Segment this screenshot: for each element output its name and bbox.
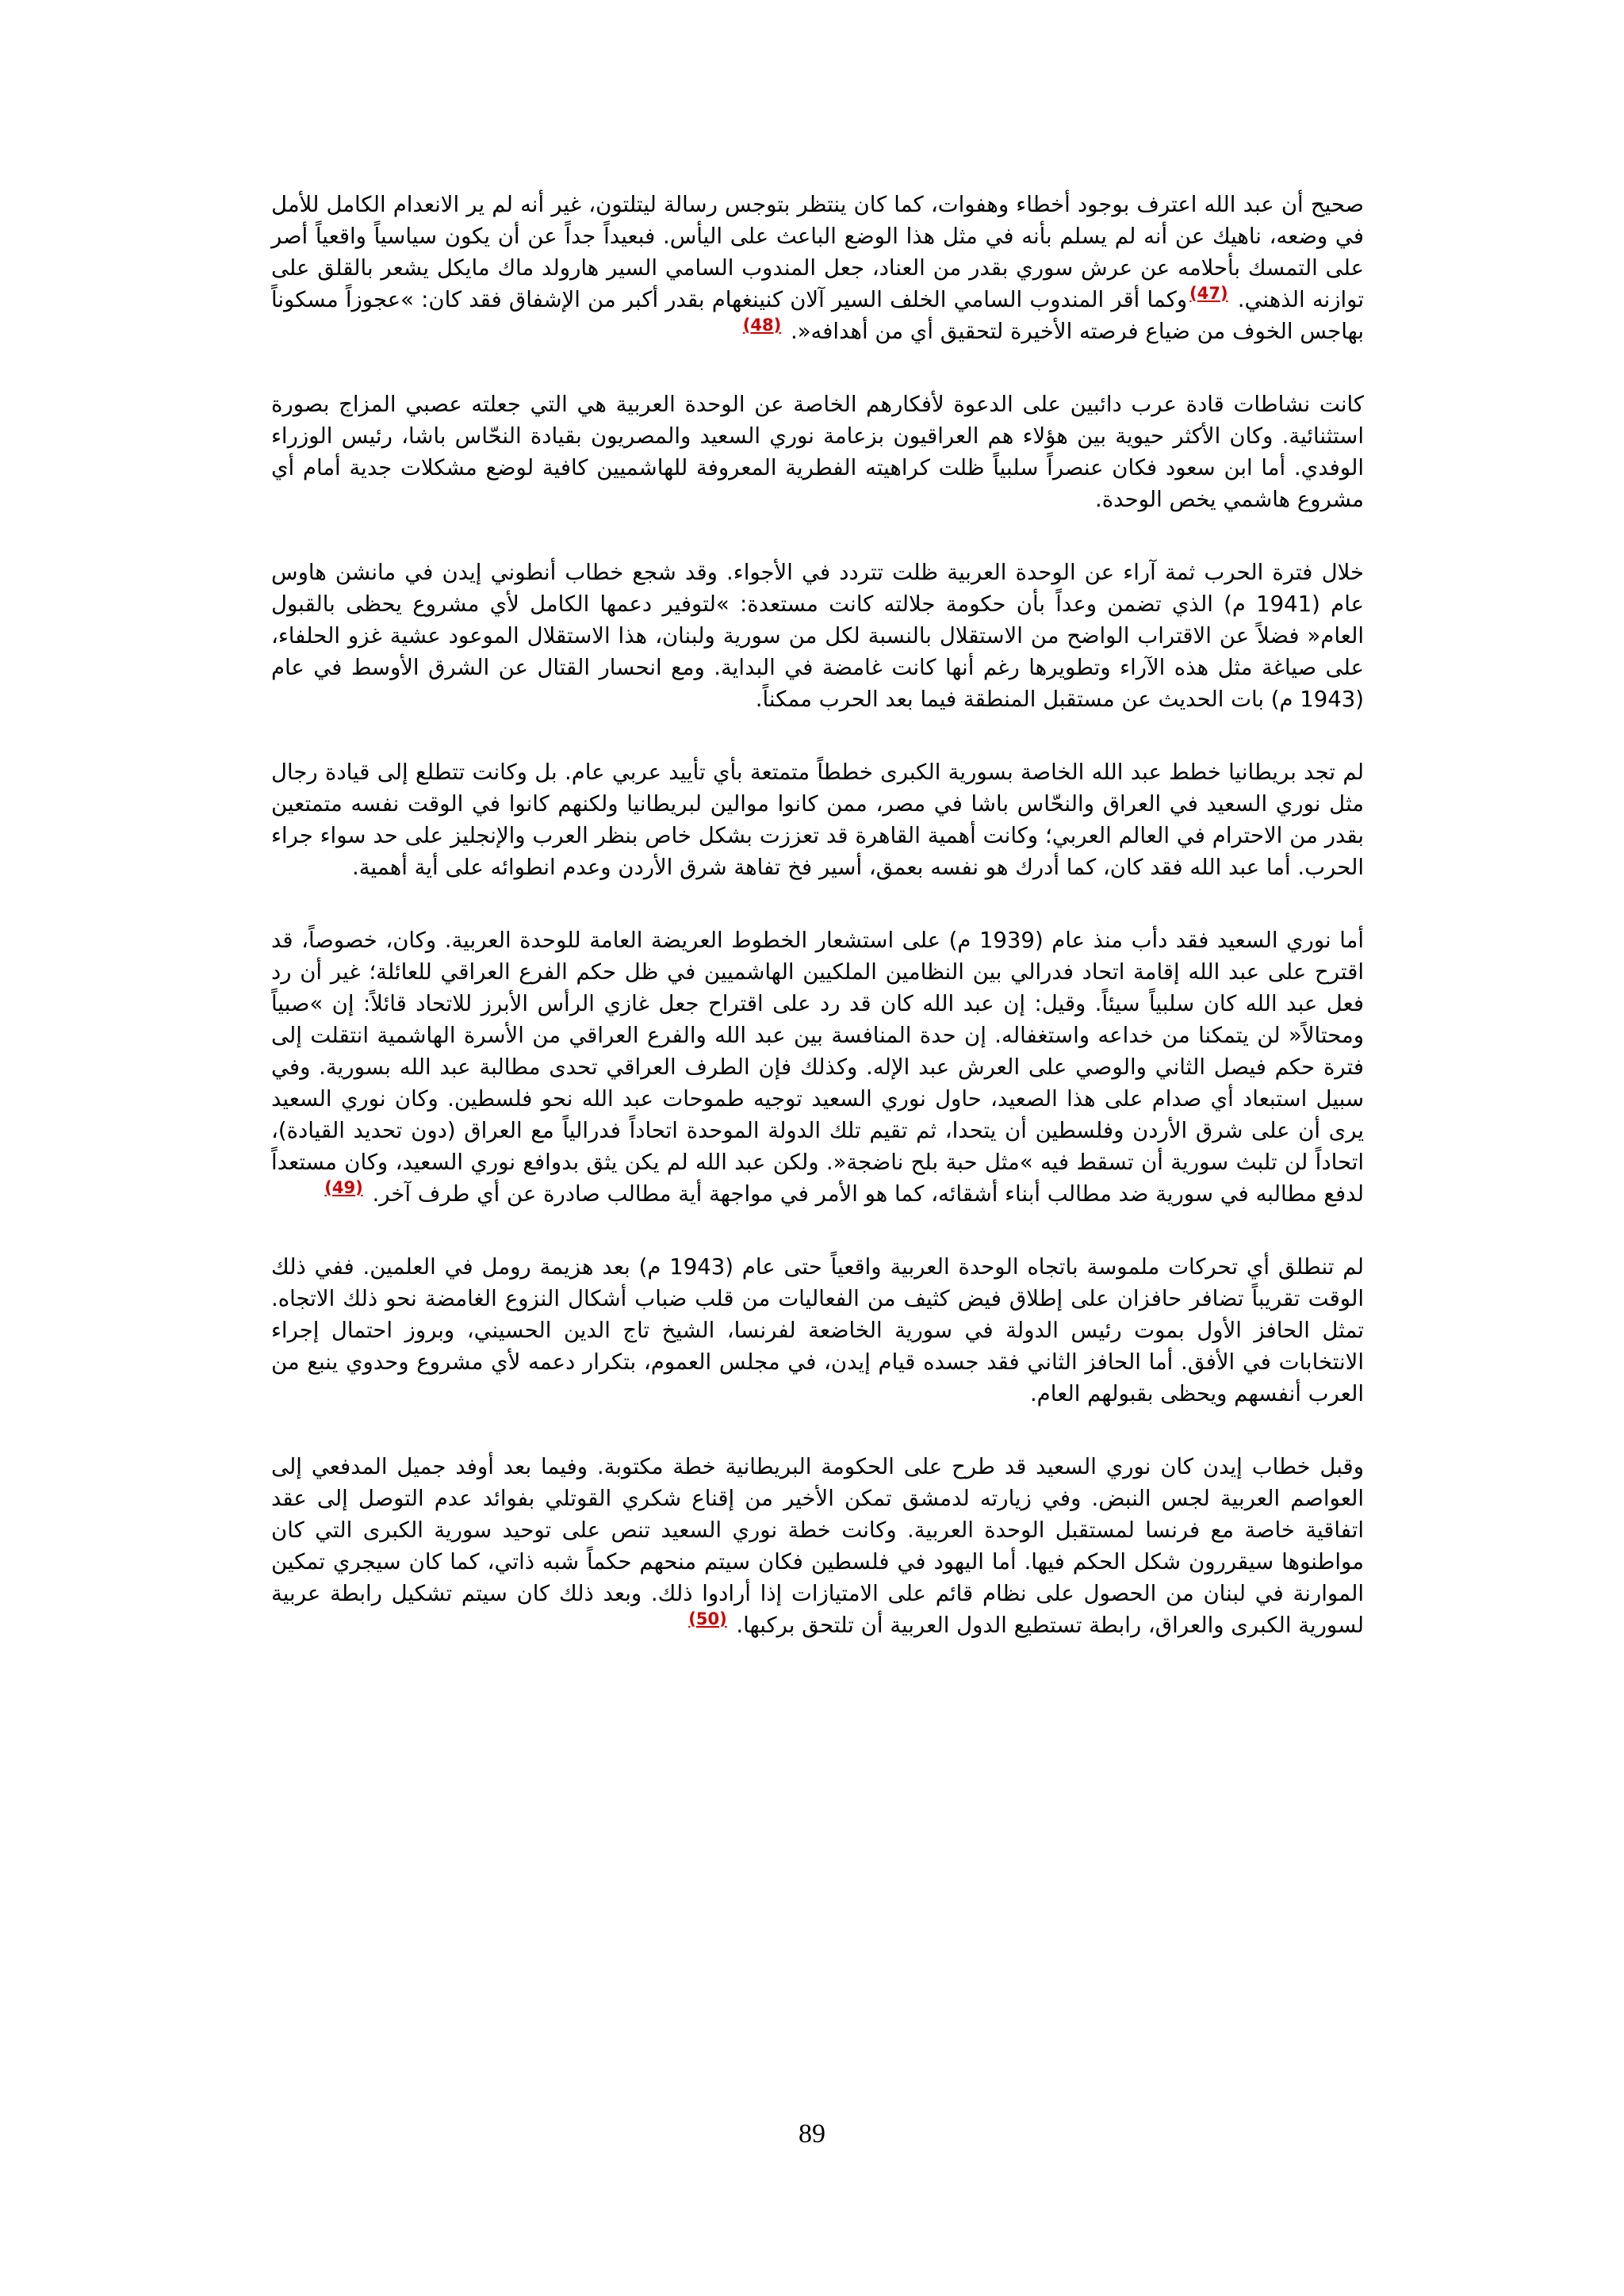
paragraph: [271, 189, 1364, 347]
paragraph-text: كانت نشاطات قادة عرب دائبين على الدعوة لأفكارهم الخاصة عن الوحدة العربية هي التي جعلته عصبي المزاج بصورة استثنائية. وكان الأكثر حيوية بين هؤلاء هم العراقيون بزعامة نوري السعيد والمصريون بقيادة النحّاس باشا، رئيس الوزراء الوفدي. أما ابن سعود فكان عنصراً سلبياً ظلت كراهيته الفطرية المعروفة للهاشميين كافية لوضع مشكلات جدية أمام أي مشروع هاشمي يخص الوحدة.: [271, 392, 1364, 512]
paragraph: [271, 388, 1364, 515]
paragraph: [271, 756, 1364, 883]
paragraph: [271, 1251, 1364, 1410]
paragraph-text: لم تجد بريطانيا خطط عبد الله الخاصة بسورية الكبرى خططاً متمتعة بأي تأييد عربي عام. بل وكانت تتطلع إلى قيادة رجال مثل نوري السعيد في العراق والنحّاس باشا في مصر، ممن كانوا موالين لبريطانيا ولكنهم كانوا في الوقت نفسه متمتعين بقدر من الاحترام في العالم العربي؛ وكانت أهمية القاهرة قد تعززت بشكل خاص بنظر العرب والإنجليز على حد سواء جراء الحرب. أما عبد الله فقد كان، كما أدرك هو نفسه بعمق، أسير فخ تفاهة شرق الأردن وعدم انطوائه على أية أهمية.: [271, 760, 1364, 880]
paragraph-text: صحيح أن عبد الله اعترف بوجود أخطاء وهفوات، كما كان ينتظر بتوجس رسالة ليتلتون، غير أنه لم ير الانعدام الكامل للأمل في وضعه، ناهيك عن أنه لم يسلم بأنه في مثل هذا الوضع الباعث على اليأس. فبعيداً جداً عن أن يكون سياسياً واقعياً أصر على التمسك بأحلامه عن عرش سوري بقدر من العناد، جعل المندوب السامي السير هارولد ماك مايكل يشعر بالقلق على توازنه الذهني.: [271, 192, 1365, 312]
paragraph-text: خلال فترة الحرب ثمة آراء عن الوحدة العربية ظلت تتردد في الأجواء. وقد شجع خطاب أنطوني إيدن في مانشن هاوس عام (1941 م) الذي تضمن وعداً بأن حكومة جلالته كانت مستعدة: »لتوفير دعمها الكامل لأي مشروع يحظى بالقبول العام« فضلاً عن الاقتراب الواضح من الاستقلال بالنسبة لكل من سورية ولبنان، هذا الاستقلال الموعود عشية غزو الحلفاء، على صياغة مثل هذه الآراء وتطويرها رغم أنها كانت غامضة في البداية. ومع انحسار القتال عن الشرق الأوسط في عام (1943 م) بات الحديث عن مستقبل المنطقة فيما بعد الحرب ممكناً.: [271, 560, 1364, 712]
footnote-link[interactable]: (50): [688, 1609, 727, 1628]
paragraph-text: أما نوري السعيد فقد دأب منذ عام (1939 م) على استشعار الخطوط العريضة العامة للوحدة العربية. وكان، خصوصاً، قد اقترح على عبد الله إقامة اتحاد فدرالي بين النظامين الملكيين الهاشميين في ظل حكم الفرع العراقي للعائلة؛ غير أن رد فعل عبد الله كان سلبياً سيئاً. وقيل: إن عبد الله كان قد رد على اقتراح جعل غازي الرأس الأبرز للاتحاد قائلاً: إن »صبياً ومحتالاً« لن يتمكنا من خداعه واستغفاله. إن حدة المنافسة بين عبد الله والفرع العراقي من الأسرة الهاشمية انتقلت إلى فترة حكم فيصل الثاني والوصي على العرش عبد الإله. وكذلك فإن الطرف العراقي تحدى مطالبة عبد الله بسورية. وفي سبيل استبعاد أي صدام على هذا الصعيد، حاول نوري السعيد توجيه طموحات عبد الله نحو فلسطين. وكان نوري السعيد يرى أن على شرق الأردن وفلسطين أن يتحدا، ثم تقيم تلك الدولة الموحدة اتحاداً فدرالياً مع العراق (دون تحديد القيادة)، اتحاداً لن تلبث سورية أن تسقط فيه »مثل حبة بلح ناضجة«. ولكن عبد الله لم يكن يثق بدوافع نوري السعيد، وكان مستعداً لدفع مطالبه في سورية ضد مطالب أبناء أشقائه، كما هو الأمر في مواجهة أية مطالب صادرة عن أي طرف آخر.: [271, 928, 1364, 1207]
paragraph: [271, 557, 1364, 715]
paragraph: [271, 1451, 1364, 1641]
footnote-link[interactable]: (48): [742, 315, 782, 335]
page-number: 89: [799, 2119, 825, 2149]
paragraph-text: وقبل خطاب إيدن كان نوري السعيد قد طرح على الحكومة البريطانية خطة مكتوبة. وفيما بعد أوفد جميل المدفعي إلى العواصم العربية لجس النبض. وفي زيارته لدمشق تمكن الأخير من إقناع شكري القوتلي بفوائد عدم التوصل إلى عقد اتفاقية خاصة مع فرنسا لمستقبل الوحدة العربية. وكانت خطة نوري السعيد تنص على توحيد سورية الكبرى التي كان مواطنوها سيقررون شكل الحكم فيها. أما اليهود في فلسطين فكان سيتم منحهم حكماً شبه ذاتي، كما كان سيجري تمكين الموارنة في لبنان من الحصول على نظام قائم على الامتيازات إذا أرادوا ذلك. وبعد ذلك كان سيتم تشكيل رابطة عربية لسورية الكبرى والعراق، رابطة تستطيع الدول العربية أن تلتحق بركبها.: [271, 1454, 1364, 1638]
paragraph-text: لم تنطلق أي تحركات ملموسة باتجاه الوحدة العربية واقعياً حتى عام (1943 م) بعد هزيمة رومل في العلمين. ففي ذلك الوقت تقريباً تضافر حافزان على إطلاق فيض كثيف من الفعاليات من قلب ضباب أشكال النزوع الغامضة نحو ذلك الاتجاه. تمثل الحافز الأول بموت رئيس الدولة في سورية الخاضعة لفرنسا، الشيخ تاج الدين الحسيني، وبروز احتمال إجراء الانتخابات في الأفق. أما الحافز الثاني فقد جسده قيام إيدن، في مجلس العموم، بتكرار دعمه لأي مشروع وحدوي ينبع من العرب أنفسهم ويحظى بقبولهم العام.: [271, 1254, 1364, 1406]
paragraph-text: وكما أقر المندوب السامي الخلف السير آلان كنينغهام بقدر أكبر من الإشفاق فقد كان: »عجوزاً مسكوناً بهاجس الخوف من ضياع فرصته الأخيرة لتحقيق أي من أهدافه«.: [271, 287, 1364, 344]
footnote-link[interactable]: (47): [1189, 283, 1228, 303]
footnote-link[interactable]: (49): [324, 1177, 363, 1197]
paragraph: [271, 924, 1364, 1210]
page-body: [271, 189, 1364, 1682]
